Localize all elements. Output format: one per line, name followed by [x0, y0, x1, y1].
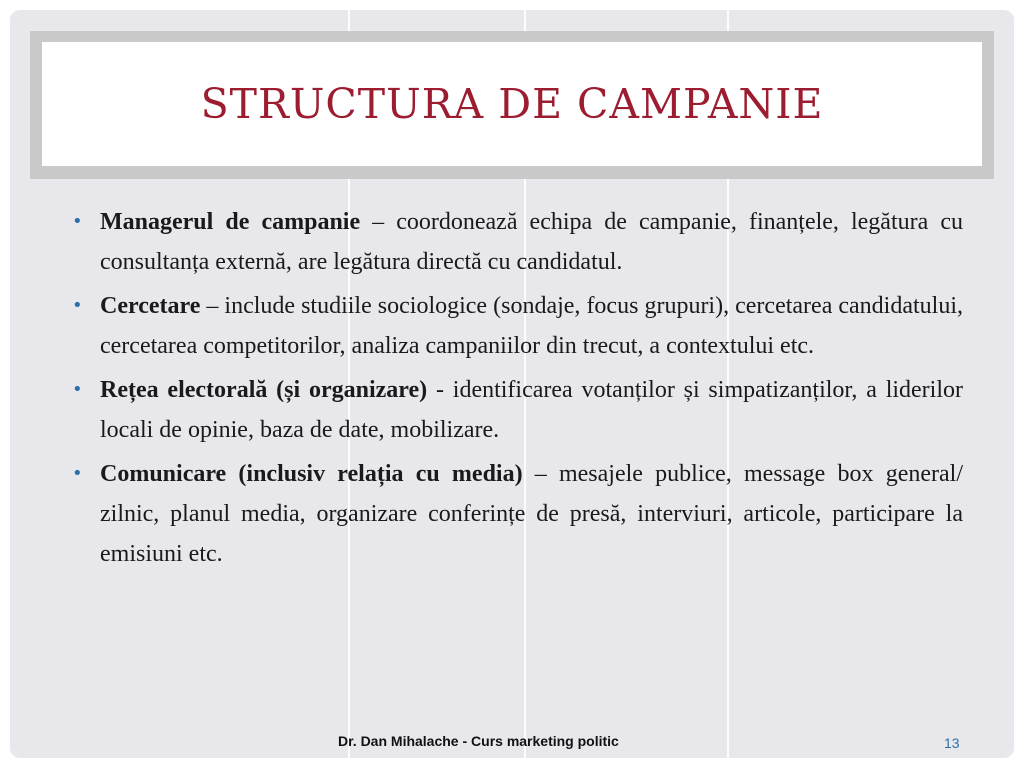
bullet-term: Rețea electorală (și organizare) — [100, 377, 428, 403]
bullet-item-research — [70, 286, 963, 366]
bullet-list — [70, 202, 963, 578]
bullet-term: Comunicare (inclusiv relația cu media) — [100, 461, 523, 487]
bullet-text: – coordonează echipa de campanie, finanțele, legătura cu consultanța externă, are legătura directă cu candidatul. — [100, 209, 963, 275]
bullet-term: Cercetare — [100, 293, 201, 319]
bullet-text: - identificarea votanților și simpatizanților, a liderilor locali de opinie, baza de date, mobilizare. — [100, 377, 964, 443]
footer-text: Dr. Dan Mihalache - Curs marketing politic — [338, 733, 619, 749]
bullet-item-manager — [70, 202, 963, 282]
bullet-item-network — [70, 370, 963, 450]
title-box — [42, 42, 982, 166]
slide-title: STRUCTURA DE CAMPANIE — [200, 80, 824, 128]
title-frame — [30, 31, 994, 179]
bullet-dot-icon: • — [72, 211, 83, 232]
bullet-item-communication — [70, 454, 963, 574]
bullet-dot-icon: • — [72, 463, 83, 484]
page-number: 13 — [944, 735, 960, 751]
bullet-text: – mesajele publice, message box general/ zilnic, planul media, organizare conferințe de presă, interviuri, articole, participare la emisiuni etc. — [100, 461, 963, 567]
bullet-dot-icon: • — [72, 379, 83, 400]
bullet-dot-icon: • — [72, 295, 83, 316]
bullet-term: Managerul de campanie — [100, 209, 361, 235]
slide — [10, 10, 1014, 758]
bullet-text: – include studiile sociologice (sondaje, focus grupuri), cercetarea candidatului, cercetarea competitorilor, analiza campaniilor din trecut, a contextului etc. — [100, 293, 963, 359]
